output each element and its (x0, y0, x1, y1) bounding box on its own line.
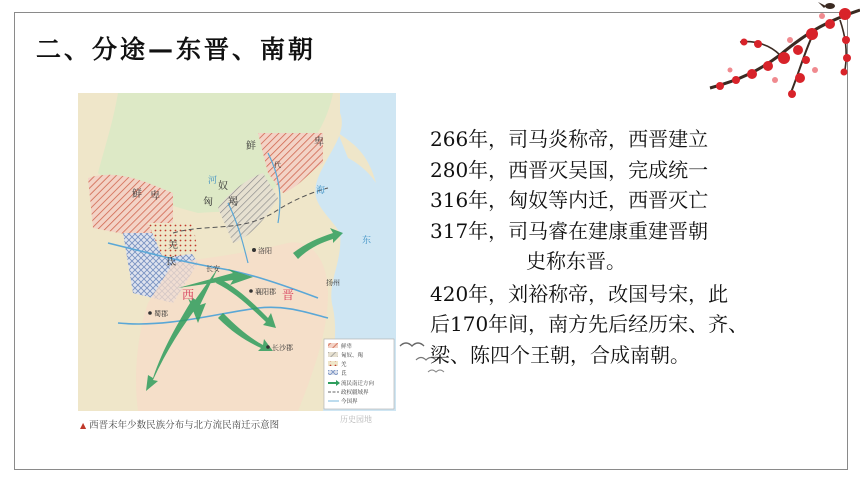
label-shu: 蜀郡 (154, 310, 168, 318)
label-dai: 代 (274, 161, 281, 169)
event-line: 史称东晋。 (526, 249, 626, 273)
label-changsha: 长沙郡 (272, 344, 293, 352)
watermark: 历史园地 (340, 415, 372, 424)
label-changan: 长安 (206, 265, 220, 273)
historical-map (78, 93, 396, 411)
event-line: 420年，刘裕称帝，改国号宋，此 (430, 281, 729, 306)
event-line: 280年，西晋灭吴国，完成统一 (430, 157, 709, 182)
label-xianbei-west-2: 卑 (150, 191, 160, 202)
label-xianbei-west: 鲜 (132, 189, 142, 200)
events-text (430, 124, 748, 370)
label-jie: 羯 (228, 197, 238, 208)
label-xiongnu-2: 奴 (218, 181, 228, 192)
legend-item: 氐 (341, 371, 347, 377)
event-line: 317年，司马睿在建康重建晋朝 (430, 218, 709, 243)
label-luoyang: 洛阳 (258, 247, 272, 255)
label-sea: 海 (316, 186, 326, 196)
label-xiangyang: 襄阳郡 (255, 288, 276, 296)
event-line: 梁、陈四个王朝，合成南朝。 (430, 342, 690, 367)
label-yangzhou: 扬州 (326, 279, 340, 287)
map-legend (324, 339, 394, 409)
label-xianbei-north: 鲜 (246, 141, 256, 152)
slide-title: 二、分途—东晋、南朝 (36, 35, 317, 64)
map-caption: ▲ 西晋末年少数民族分布与北方流民南迁示意图 (80, 420, 280, 431)
legend-item: 今国界 (341, 399, 358, 405)
legend-item: 流民南迁方向 (341, 381, 375, 387)
legend-item: 政权疆域界 (341, 390, 369, 396)
event-line: 316年，匈奴等内迁，西晋灭亡 (430, 188, 709, 212)
label-di: 氐 (166, 257, 176, 268)
label-region-xi: 西 (182, 288, 195, 302)
label-xianbei-north-2: 卑 (314, 137, 324, 148)
label-xiongnu-1: 匈 (203, 197, 213, 208)
label-qiang: 羌 (168, 240, 178, 251)
event-line: 266年，司马炎称帝，西晋建立 (430, 127, 709, 151)
legend-item: 匈奴、羯 (341, 353, 364, 359)
label-river: 河 (208, 176, 218, 186)
legend-item: 鲜卑 (341, 344, 353, 350)
event-line: 后170年间，南方先后经历宋、齐、 (430, 312, 749, 336)
label-east-sea: 东 (362, 236, 372, 246)
label-region-jin: 晋 (282, 288, 295, 302)
legend-item: 羌 (341, 362, 347, 368)
plum-blossom-decoration (640, 0, 860, 130)
triangle-icon: ▲ (80, 421, 87, 430)
